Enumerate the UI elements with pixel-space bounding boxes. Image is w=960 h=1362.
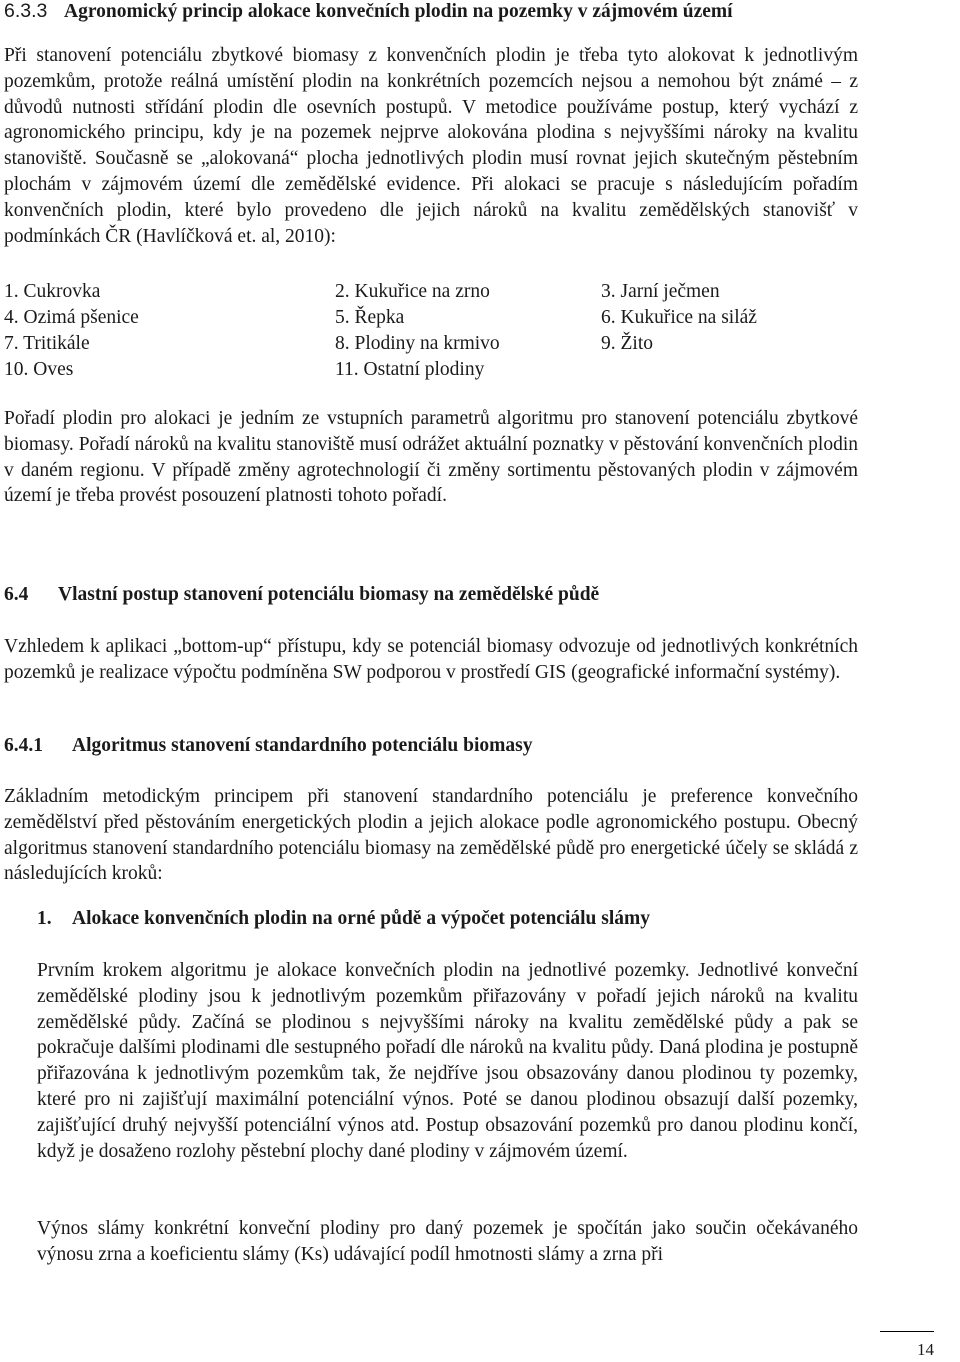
crop-item: 8. Plodiny na krmivo (335, 333, 500, 354)
section-title: Vlastní postup stanovení potenciálu biomasy na zemědělské půdě (58, 584, 600, 605)
crop-item: 4. Ozimá pšenice (4, 307, 139, 328)
crop-item: 11. Ostatní plodiny (335, 359, 485, 380)
section-number: 6.3.3 (4, 0, 48, 22)
paragraph-step1-straw-yield: Výnos slámy konkrétní konveční plodiny pro daný pozemek je spočítán jako součin očekávaného výnosu zrna a koeficientu slámy (Ks) udávající podíl hmotnosti slámy a zrna při (37, 1218, 858, 1265)
section-heading-6-3-3 (4, 0, 733, 23)
crop-item: 3. Jarní ječmen (601, 281, 720, 302)
crop-order-list (4, 279, 864, 383)
crop-item: 7. Tritikále (4, 333, 90, 354)
step-title: Alokace konvenčních plodin na orné půdě a výpočet potenciálu slámy (72, 908, 651, 929)
crop-item: 6. Kukuřice na siláž (601, 307, 757, 328)
paragraph-allocation-order: Pořadí plodin pro alokaci je jedním ze vstupních parametrů algoritmu pro stanovení potenciálu zbytkové biomasy. Pořadí nároků na kvalitu stanoviště musí odrážet aktuální poznatky v pěstování konvenčních plodin v daném regionu. V případě změny agrotechnologií či změny sortimentu pěstovaných plodin v zájmovém území je třeba provést posouzení platnosti tohoto pořadí. (4, 408, 858, 507)
crop-item: 5. Řepka (335, 307, 405, 328)
page-number: 14 (917, 1340, 934, 1359)
paragraph-bottom-up: Vzhledem k aplikaci „bottom-up“ přístupu, kdy se potenciál biomasy odvozuje od jednotlivých konkrétních pozemků je realizace výpočtu podmíněna SW podporou v prostředí GIS (geografické informační systémy). (4, 636, 858, 683)
section-title: Agronomický princip alokace konvečních plodin na pozemky v zájmovém území (64, 1, 733, 22)
section-number: 6.4.1 (4, 735, 43, 756)
crop-item: 9. Žito (601, 333, 653, 354)
section-title: Algoritmus stanovení standardního potenciálu biomasy (72, 735, 533, 756)
crop-item: 10. Oves (4, 359, 74, 380)
footer-rule (880, 1331, 934, 1332)
paragraph-algorithm-intro: Základním metodickým principem při stanovení standardního potenciálu je preference konvečního zemědělství před pěstováním energetických plodin a jejich alokace podle agronomického postupu. Obecný algoritmus stanovení standardního potenciálu biomasy na zemědělské půdě pro energetické účely se skládá z následujících kroků: (4, 786, 858, 885)
crop-item: 1. Cukrovka (4, 281, 101, 302)
paragraph-allocation-intro: Při stanovení potenciálu zbytkové biomasy z konvenčních plodin je třeba tyto alokovat k jednotlivým pozemkům, protože reálná umístění plodin na konkrétních pozemcích nejsou a nemohou být známé – z důvodů nutnosti střídání plodin dle osevních postupů. V metodice používáme postup, který vychází z agronomického principu, kdy je na pozemek nejprve alokována plodina s nejvyššími nároky na kvalitu stanoviště. Současně se „alokovaná“ plocha jednotlivých plodin musí rovnat jejich skutečným pěstebním plochám v zájmovém území dle zemědělské evidence. Při alokaci se pracuje s následujícím pořadím konvenčních plodin, které bylo provedeno dle jejich nároků na kvalitu zemědělských stanovišť v podmínkách ČR (Havlíčková et. al, 2010): (4, 45, 858, 247)
section-number: 6.4 (4, 584, 29, 605)
section-heading-6-4 (4, 584, 599, 606)
step-number: 1. (37, 908, 52, 929)
step-heading-1 (37, 908, 650, 930)
section-heading-6-4-1 (4, 735, 533, 757)
crop-item: 2. Kukuřice na zrno (335, 281, 490, 302)
paragraph-step1-allocation: Prvním krokem algoritmu je alokace konvečních plodin na jednotlivé pozemky. Jednotlivé konveční zemědělské plodiny jsou k jednotlivým pozemkům přiřazovány v pořadí jejich nároků na kvalitu zemědělské půdy. Začíná se plodinou s nejvyššími nároky na kvalitu zemědělské půdy a pak se pokračuje dalšími plodinami dle sestupného pořadí dle nároků na kvalitu půdy. Daná plodina je postupně přiřazována k jednotlivým pozemkům tak, že nejdříve jsou obsazovány danou plodinou ty pozemky, které pro ni zajišťují maximální potenciální výnos. Poté se danou plodinou obsazují další pozemky, zajišťující druhý nejvyšší potenciální výnos atd. Postup obsazování pozemků pro danou plodinu končí, když je dosaženo rozlohy pěstební plochy dané plodiny v zájmovém území. (37, 960, 858, 1162)
